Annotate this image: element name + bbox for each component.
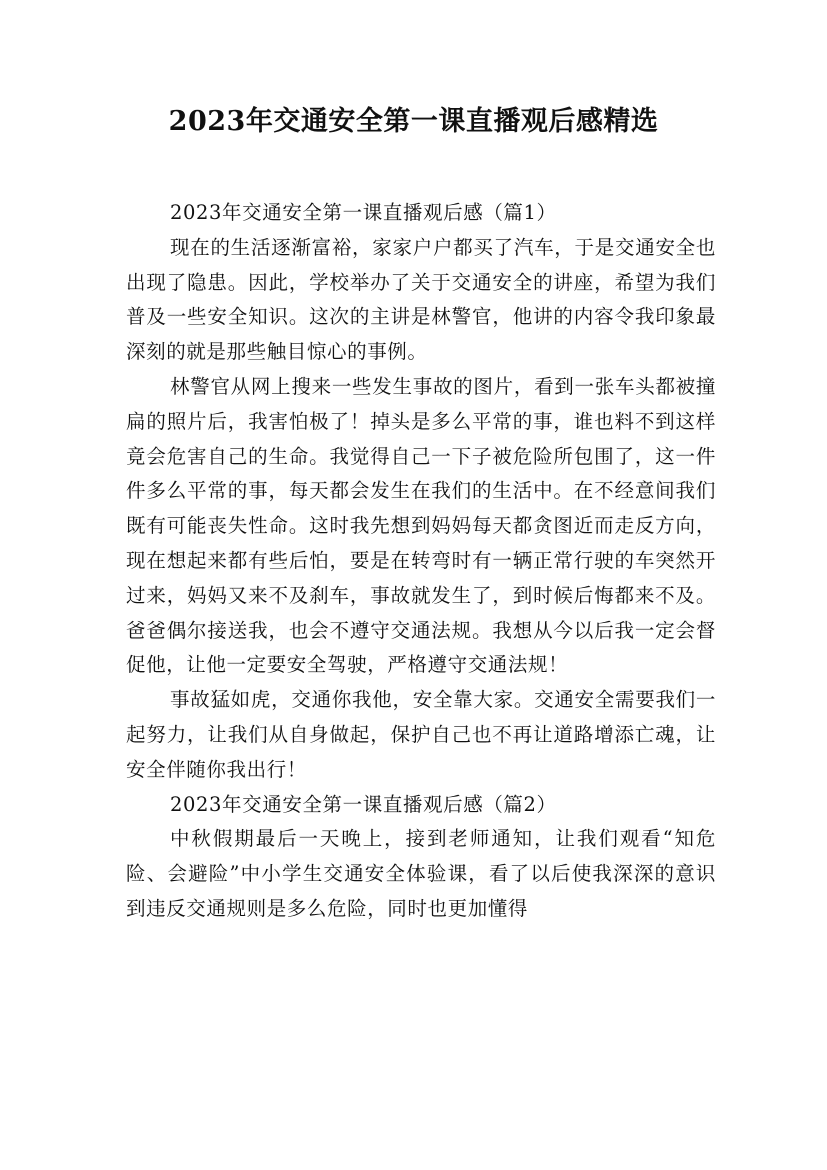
document-body (126, 196, 716, 927)
paragraph: 林警官从网上搜来一些发生事故的图片，看到一张车头都被撞扁的照片后，我害怕极了！掉头是多么平常的事，谁也料不到这样竟会危害自己的生命。我觉得自己一下子被危险所包围了，这一件件多么平常的事，每天都会发生在我们的生活中。在不经意间我们既有可能丧失性命。这时我先想到妈妈每天都贪图近而走反方向，现在想起来都有些后怕，要是在转弯时有一辆正常行驶的车突然开过来，妈妈又来不及刹车，事故就发生了，到时候后悔都来不及。爸爸偶尔接送我，也会不遵守交通法规。我想从今以后我一定会督促他，让他一定要安全驾驶，严格遵守交通法规！ (126, 374, 716, 677)
paragraph: 中秋假期最后一天晚上，接到老师通知，让我们观看“知危险、会避险”中小学生交通安全体验课，看了以后使我深深的意识到违反交通规则是多么危险，同时也更加懂得 (126, 827, 716, 920)
paragraph: 事故猛如虎，交通你我他，安全靠大家。交通安全需要我们一起努力，让我们从自身做起，保护自己也不再让道路增添亡魂，让安全伴随你我出行！ (126, 688, 716, 781)
section-heading: 2023年交通安全第一课直播观后感（篇1） (170, 201, 557, 224)
document-title: 2023年交通安全第一课直播观后感精选 (168, 106, 659, 137)
section-heading: 2023年交通安全第一课直播观后感（篇2） (170, 792, 557, 816)
section-1 (126, 196, 716, 788)
section-2 (126, 788, 716, 927)
paragraph: 现在的生活逐渐富裕，家家户户都买了汽车，于是交通安全也出现了隐患。因此，学校举办了关于交通安全的讲座，希望为我们普及一些安全知识。这次的主讲是林警官，他讲的内容令我印象最深刻的就是那些触目惊心的事例。 (126, 235, 716, 364)
